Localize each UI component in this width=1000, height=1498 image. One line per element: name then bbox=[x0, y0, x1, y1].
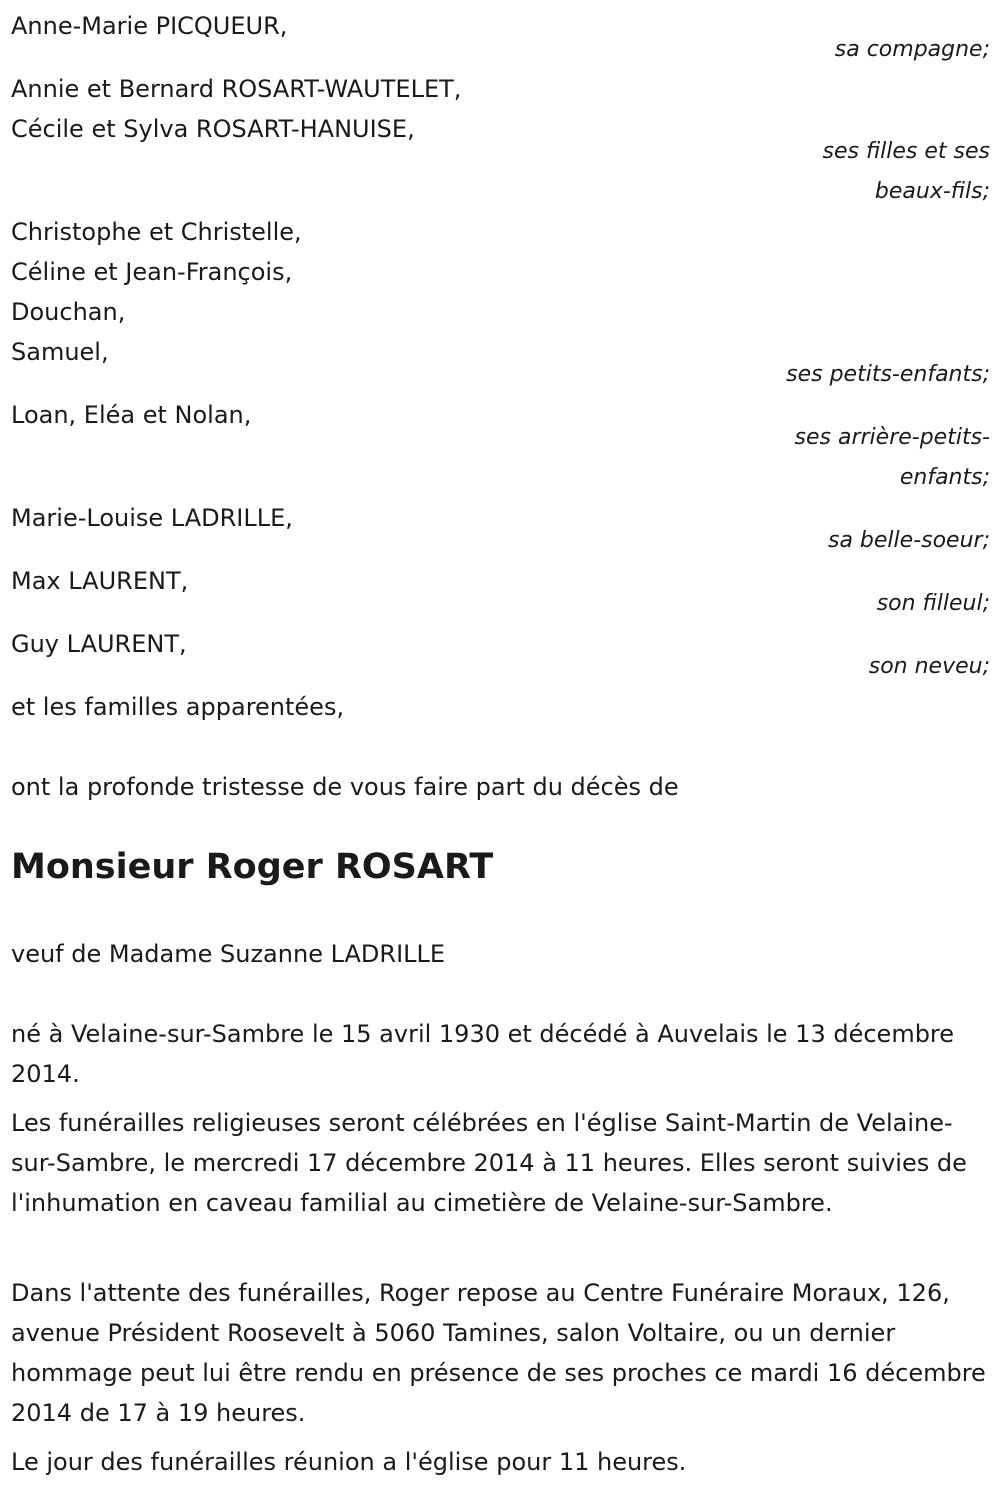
birth-death-paragraph: né à Velaine-sur-Sambre le 15 avril 1930 et décédé à Auvelais le 13 décembre 2014. bbox=[11, 1020, 955, 1088]
relationship-label: son filleul; bbox=[876, 591, 990, 616]
relative-line: Guy LAURENT, bbox=[11, 630, 187, 658]
relative-line: Anne-Marie PICQUEUR, bbox=[11, 12, 288, 40]
relationship-label: son neveu; bbox=[868, 654, 990, 679]
relative-line: Christophe et Christelle, bbox=[11, 218, 302, 246]
relationship-label: beaux-fils; bbox=[874, 179, 990, 204]
meeting-paragraph: Le jour des funérailles réunion a l'église pour 11 heures. bbox=[11, 1448, 687, 1476]
relationship-label: ses petits-enfants; bbox=[786, 362, 990, 387]
visitation-paragraph: Dans l'attente des funérailles, Roger repose au Centre Funéraire Moraux, 126, avenue Président Roosevelt à 5060 Tamines, salon Voltaire, ou un dernier hommage peut lui être rendu en présence de ses proches ce mardi 16 décembre 2014 de 17 à 19 heures. bbox=[11, 1279, 986, 1427]
announcement-text: ont la profonde tristesse de vous faire part du décès de bbox=[11, 773, 679, 801]
relative-line: Marie-Louise LADRILLE, bbox=[11, 504, 293, 532]
relative-line: Max LAURENT, bbox=[11, 567, 189, 595]
widower-of-text: veuf de Madame Suzanne LADRILLE bbox=[11, 940, 446, 968]
relative-line: Céline et Jean-François, bbox=[11, 258, 293, 286]
relationship-label: sa belle-soeur; bbox=[828, 528, 990, 553]
relationship-label: enfants; bbox=[899, 465, 990, 490]
relationship-label: sa compagne; bbox=[834, 37, 990, 62]
relative-line: Annie et Bernard ROSART-WAUTELET, bbox=[11, 75, 462, 103]
relative-line: Loan, Eléa et Nolan, bbox=[11, 401, 252, 429]
relative-line: Douchan, bbox=[11, 298, 126, 326]
relative-line: Cécile et Sylva ROSART-HANUISE, bbox=[11, 115, 415, 143]
relationship-label: ses arrière-petits- bbox=[794, 425, 990, 450]
relative-line: et les familles apparentées, bbox=[11, 693, 345, 721]
relationship-label: ses filles et ses bbox=[822, 139, 990, 164]
deceased-name: Monsieur Roger ROSART bbox=[11, 847, 494, 887]
relative-line: Samuel, bbox=[11, 338, 109, 366]
funeral-paragraph: Les funérailles religieuses seront célébrées en l'église Saint-Martin de Velaine-sur-Sambre, le mercredi 17 décembre 2014 à 11 heures. Elles seront suivies de l'inhumation en caveau familial au cimetière de Velaine-sur-Sambre. bbox=[11, 1109, 967, 1217]
